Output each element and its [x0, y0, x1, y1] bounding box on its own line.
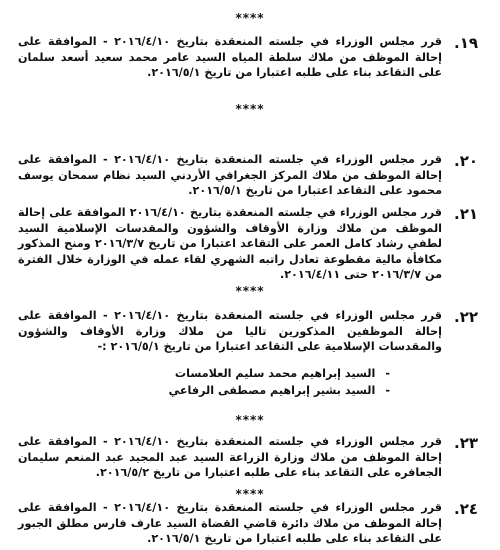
decision-number: ٢٣. [453, 434, 478, 452]
retiree-name: السيد بشير إبراهيم مصطفى الرفاعي [168, 384, 376, 397]
decision-number: ٢٠. [453, 152, 478, 170]
separator: **** [235, 284, 265, 298]
decision-text: قرر مجلس الوزراء في جلسته المنعقدة بتاريخ ٢٠١٦/٤/١٠ - الموافقة على إحالة الموظف من ملاك سلطة المياه السيد عامر محمد سعيد أسعد سلمان على التقاعد بناء على طلبه اعتبارا من تاريخ ٢٠١٦/٥/١. [18, 35, 443, 80]
decision-24 [18, 500, 478, 547]
separator: **** [235, 413, 265, 427]
decision-21 [18, 205, 478, 283]
decision-text: قرر مجلس الوزراء في جلسته المنعقدة بتاريخ ٢٠١٦/٤/١٠ - الموافقة على إحالة الموظف من ملاك وزارة الزراعة السيد عبد المجيد عبد المنعم سليمان الجعافره على التقاعد بناء على طلبه اعتبارا من تاريخ ٢٠١٦/٥/٢. [18, 435, 443, 480]
separator: **** [235, 487, 265, 501]
retiree-name-item: -السيد بشير إبراهيم مصطفى الرفاعي [168, 384, 390, 397]
decision-text: قرر مجلس الوزراء في جلسته المنعقدة بتاريخ ٢٠١٦/٤/١٠ - الموافقة على إحالة الموظف من ملاك دائرة قاضي القضاة السيد عارف فارس مطلق الجبور على التقاعد بناء على طلبه اعتبارا من تاريخ ٢٠١٦/٥/١. [18, 501, 443, 546]
retiree-name-item: -السيد إبراهيم محمد سليم العلامسات [174, 367, 390, 380]
decision-20 [18, 152, 478, 199]
decision-text: قرر مجلس الوزراء في جلسته المنعقدة بتاريخ ٢٠١٦/٤/١٠ الموافقة على إحالة الموظف من ملاك وزارة الأوقاف والشؤون والمقدسات الإسلامية السيد لطفي رشاد كامل العمر على التقاعد اعتبارا من تاريخ ٢٠١٦/٣/٧ ومنح المذكور مكافأة مالية مقطوعة تعادل راتبه الشهري لقاء عمله في الوزارة خلال الفترة من ٢٠١٦/٣/٧ حتى ٢٠١٦/٤/١١. [18, 206, 443, 282]
decision-22 [18, 308, 478, 355]
decision-number: ١٩. [453, 34, 478, 52]
decision-number: ٢٤. [453, 500, 478, 518]
separator-top: **** [235, 11, 265, 25]
decision-number: ٢٢. [453, 308, 478, 326]
decision-23 [18, 434, 478, 481]
decision-text: قرر مجلس الوزراء في جلسته المنعقدة بتاريخ ٢٠١٦/٤/١٠ - الموافقة على إحالة الموظفين المذكورين تاليا من ملاك وزارة الأوقاف والشؤون والمقدسات الإسلامية على التقاعد اعتبارا من تاريخ ٢٠١٦/٥/١ :- [18, 309, 443, 354]
decision-19 [18, 34, 478, 81]
separator: **** [235, 102, 265, 116]
retiree-name: السيد إبراهيم محمد سليم العلامسات [174, 367, 376, 380]
decision-text: قرر مجلس الوزراء في جلسته المنعقدة بتاريخ ٢٠١٦/٤/١٠ - الموافقة على إحالة الموظف من ملاك المركز الجغرافي الأردني السيد نظام سمحان يوسف محمود على التقاعد اعتبارا من تاريخ ٢٠١٦/٥/١. [18, 153, 443, 198]
decision-number: ٢١. [453, 205, 478, 223]
